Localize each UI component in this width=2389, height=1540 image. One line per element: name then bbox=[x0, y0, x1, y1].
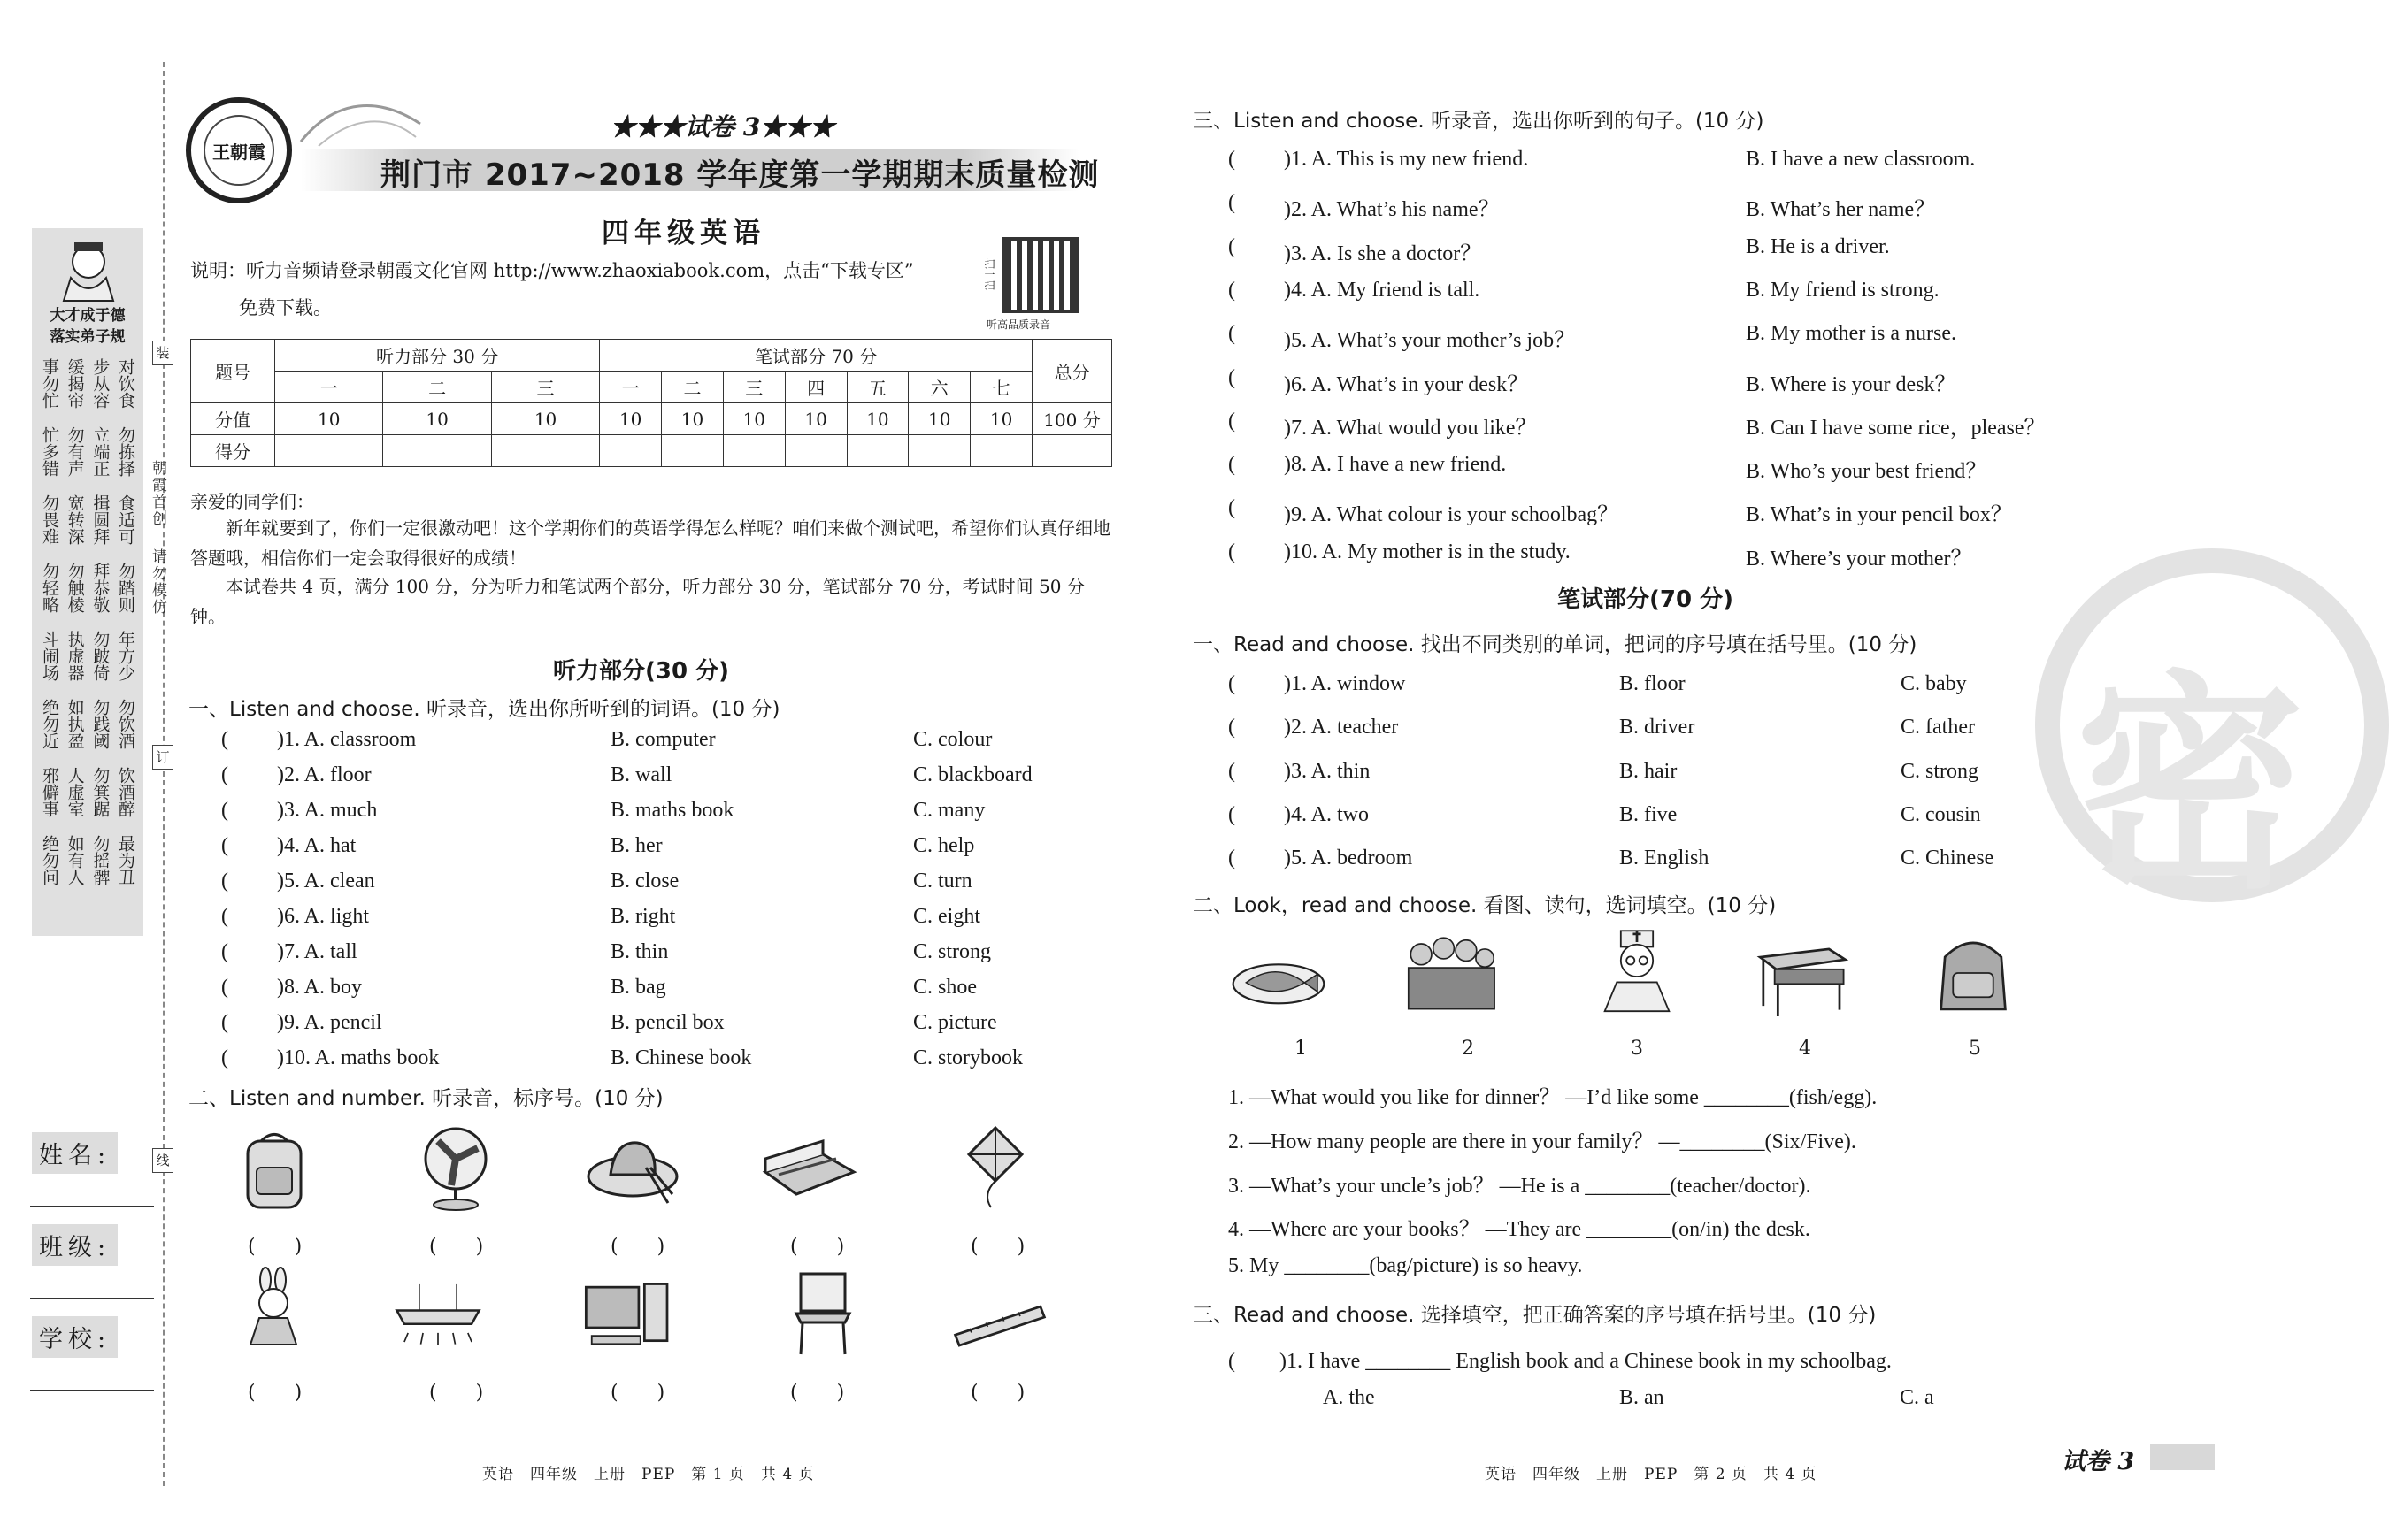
answer-paren[interactable]: ( ) bbox=[971, 1382, 1026, 1404]
answer-paren[interactable]: ( bbox=[1228, 672, 1235, 695]
audio-note: 说明：听力音频请登录朝霞文化官网 http://www.zhaoxiabook.com，点击“下载专区” bbox=[190, 260, 914, 281]
value-cell: 10 bbox=[491, 403, 599, 435]
score-input[interactable] bbox=[662, 435, 724, 467]
doctor-icon bbox=[1588, 924, 1686, 1013]
page-footer-right: 英语 四年级 上册 PEP 第 2 页 共 4 页 bbox=[1485, 1466, 1817, 1483]
score-input[interactable] bbox=[491, 435, 599, 467]
option-b[interactable]: B. maths book bbox=[611, 799, 734, 822]
score-input[interactable] bbox=[1033, 435, 1112, 467]
option-b[interactable]: B. five bbox=[1619, 802, 1678, 826]
option-c[interactable]: C. help bbox=[913, 834, 975, 857]
option-c[interactable]: C. a bbox=[1900, 1386, 1934, 1409]
value-cell: 10 bbox=[383, 403, 491, 435]
qr-label: 听高品质录音 bbox=[987, 318, 1051, 331]
class-input-line[interactable] bbox=[30, 1298, 154, 1299]
answer-paren[interactable]: ( bbox=[221, 870, 228, 893]
answer-paren[interactable]: ( ) bbox=[248, 1382, 303, 1404]
option-a[interactable]: )2. A. floor bbox=[277, 763, 372, 786]
kite-icon bbox=[947, 1123, 1044, 1212]
score-input[interactable] bbox=[600, 435, 662, 467]
section-cell: 二 bbox=[383, 372, 491, 403]
total-header: 总分 bbox=[1033, 340, 1112, 403]
option-c[interactable]: C. eight bbox=[913, 905, 980, 928]
answer-paren[interactable]: ( bbox=[1228, 496, 1235, 520]
answer-paren[interactable]: ( bbox=[221, 976, 228, 999]
score-input[interactable] bbox=[847, 435, 909, 467]
writing-header: 笔试部分 70 分 bbox=[600, 340, 1033, 372]
fill-sentence[interactable]: 5. My ________(bag/picture) is so heavy. bbox=[1228, 1254, 1583, 1277]
choice-question[interactable] bbox=[1228, 540, 1972, 571]
rabbit-icon bbox=[226, 1269, 323, 1358]
picture-number: 4 bbox=[1799, 1038, 1811, 1060]
choice-question[interactable] bbox=[1228, 148, 1976, 172]
choice-question[interactable] bbox=[221, 1011, 997, 1035]
value-cell: 10 bbox=[723, 403, 785, 435]
option-b[interactable]: B. Where’s your mother？ bbox=[1746, 547, 1972, 571]
computer-icon bbox=[580, 1274, 677, 1362]
option-a[interactable]: )5. A. clean bbox=[277, 870, 375, 893]
choice-question[interactable] bbox=[1228, 278, 1940, 303]
option-a[interactable]: )8. A. boy bbox=[277, 976, 362, 999]
option-b[interactable]: B. Can I have some rice，please？ bbox=[1746, 416, 2046, 440]
option-c[interactable]: C. father bbox=[1901, 716, 1975, 739]
score-input[interactable] bbox=[275, 435, 383, 467]
rule-column: 拜恭敬 bbox=[90, 563, 111, 613]
option-b[interactable]: B. an bbox=[1619, 1386, 1664, 1409]
writing-q2-heading: 二、Look，read and choose. 看图、读句，选词填空。(10 分) bbox=[1193, 894, 1777, 917]
choice-question[interactable] bbox=[1228, 234, 1890, 265]
rule-column: 揖圆拜 bbox=[90, 494, 111, 545]
value-label: 分值 bbox=[191, 403, 275, 435]
option-a[interactable]: )3. A. much bbox=[277, 799, 378, 822]
option-b[interactable]: B. computer bbox=[611, 728, 716, 751]
score-input[interactable] bbox=[971, 435, 1033, 467]
option-b[interactable]: B. bag bbox=[611, 976, 666, 999]
section-cell: 三 bbox=[491, 372, 599, 403]
rule-column: 食适可 bbox=[115, 494, 135, 545]
listening-q2-heading: 二、Listen and number. 听录音，标序号。(10 分) bbox=[188, 1087, 664, 1110]
table-head-number: 题号 bbox=[191, 340, 275, 403]
option-a[interactable]: )6. A. light bbox=[277, 905, 370, 928]
publisher-logo bbox=[186, 97, 292, 203]
got-label: 得分 bbox=[191, 435, 275, 467]
subject-title: 四年级英语 bbox=[602, 218, 765, 249]
option-a[interactable]: )4. A. My friend is tall. bbox=[1284, 278, 1480, 302]
option-c[interactable]: C. many bbox=[913, 799, 986, 822]
backpack-icon bbox=[1924, 929, 2022, 1017]
answer-paren[interactable]: ( ) bbox=[429, 1236, 484, 1258]
option-a[interactable]: )4. A. two bbox=[1284, 802, 1369, 826]
option-b[interactable]: B. What’s her name？ bbox=[1746, 198, 1936, 222]
rule-column: 勿畏难 bbox=[40, 494, 59, 545]
rule-column: 年方少 bbox=[115, 631, 135, 681]
answer-paren[interactable]: ( bbox=[1228, 322, 1235, 346]
rule-column: 饮酒醉 bbox=[115, 767, 135, 817]
rule-column: 勿触棱 bbox=[65, 563, 85, 613]
option-a[interactable]: )4. A. hat bbox=[277, 834, 357, 857]
rule-column: 勿践阈 bbox=[90, 699, 111, 749]
option-b[interactable]: B. wall bbox=[611, 763, 672, 786]
writing-title: 笔试部分(70 分) bbox=[1557, 586, 1733, 613]
option-c[interactable]: C. blackboard bbox=[913, 763, 1033, 786]
score-input[interactable] bbox=[723, 435, 785, 467]
answer-paren[interactable]: ( bbox=[221, 1046, 228, 1069]
answer-paren[interactable]: ( bbox=[1228, 409, 1235, 433]
section-cell: 五 bbox=[847, 372, 909, 403]
answer-paren[interactable]: ( bbox=[1228, 716, 1235, 739]
listening-header: 听力部分 30 分 bbox=[275, 340, 600, 372]
answer-paren[interactable]: ( bbox=[221, 905, 228, 928]
option-b[interactable]: B. Where is your desk？ bbox=[1746, 372, 1956, 396]
writing-q3-heading: 三、Read and choose. 选择填空，把正确答案的序号填在括号里。(10 分) bbox=[1193, 1304, 1877, 1327]
option-c[interactable]: C. shoe bbox=[913, 976, 977, 999]
picture-number: 3 bbox=[1631, 1038, 1643, 1060]
option-b[interactable]: B. Chinese book bbox=[611, 1046, 752, 1069]
choice-question[interactable] bbox=[221, 763, 1033, 787]
answer-paren[interactable]: ( bbox=[1228, 365, 1235, 389]
family-icon bbox=[1402, 929, 1500, 1017]
question-text: )1. I have ________ English book and a Chinese book in my schoolbag. bbox=[1279, 1350, 1892, 1373]
corner-paper-tag: 试卷 3 bbox=[2062, 1448, 2135, 1475]
listening-title: 听力部分(30 分) bbox=[553, 658, 729, 685]
option-c[interactable]: C. picture bbox=[913, 1011, 997, 1034]
option-a[interactable]: )3. A. thin bbox=[1284, 759, 1371, 783]
choice-question[interactable] bbox=[1228, 496, 2012, 527]
writing-q1-heading: 一、Read and choose. 找出不同类别的单词，把词的序号填在括号里。(10 分) bbox=[1193, 633, 1917, 656]
picture-number: 1 bbox=[1294, 1038, 1307, 1060]
picture-number: 5 bbox=[1969, 1038, 1981, 1060]
rule-column: 如有人 bbox=[65, 835, 85, 885]
rule-column: 绝勿问 bbox=[40, 835, 59, 885]
chair-icon bbox=[774, 1269, 872, 1358]
greeting: 亲爱的同学们： bbox=[190, 491, 314, 512]
choice-question[interactable] bbox=[1228, 802, 1981, 827]
score-table bbox=[190, 339, 1112, 467]
option-a[interactable]: )3. A. Is she a doctor？ bbox=[1284, 241, 1482, 265]
side-note-no-copy: 请勿模仿 bbox=[149, 548, 166, 616]
qr-code-icon[interactable] bbox=[1002, 237, 1079, 313]
option-a[interactable]: )1. A. window bbox=[1284, 672, 1406, 695]
option-b[interactable]: B. driver bbox=[1619, 716, 1695, 739]
rule-column: 勿摇髀 bbox=[90, 835, 111, 885]
intro-paragraph-2: 本试卷共 4 页，满分 100 分，分为听力和笔试两个部分，听力部分 30 分，笔试部分 70 分，考试时间 50 分钟。 bbox=[190, 576, 1085, 627]
answer-paren[interactable]: ( bbox=[1228, 759, 1235, 783]
option-b[interactable]: B. He is a driver. bbox=[1746, 234, 1890, 258]
picture-number: 2 bbox=[1462, 1038, 1474, 1060]
schoolbag-icon bbox=[226, 1128, 323, 1216]
motto-line-2: 落实弟子规 bbox=[50, 328, 126, 346]
choice-question[interactable] bbox=[221, 870, 972, 893]
light-icon bbox=[389, 1274, 487, 1362]
school-label: 学校: bbox=[32, 1316, 118, 1358]
name-input-line[interactable] bbox=[30, 1206, 154, 1207]
rule-column: 人虚室 bbox=[65, 767, 85, 817]
rule-column: 最为丑 bbox=[115, 835, 135, 885]
option-a[interactable]: )5. A. What’s your mother’s job？ bbox=[1284, 329, 1576, 353]
rule-column: 勿饮酒 bbox=[115, 699, 135, 749]
rules-group bbox=[39, 563, 136, 613]
rules-group bbox=[39, 699, 136, 749]
rule-column: 勿拣择 bbox=[115, 426, 135, 477]
option-a[interactable]: )9. A. What colour is your schoolbag？ bbox=[1284, 503, 1619, 527]
ribbon-icon bbox=[301, 88, 425, 150]
fish-dish-icon bbox=[1230, 933, 1327, 1022]
option-b[interactable]: B. I have a new classroom. bbox=[1746, 148, 1976, 171]
rule-column: 执虚器 bbox=[65, 631, 85, 681]
rule-column: 缓揭帘 bbox=[65, 358, 85, 409]
answer-paren[interactable]: ( bbox=[221, 763, 228, 786]
option-c[interactable]: C. storybook bbox=[913, 1046, 1024, 1069]
total-value: 100 分 bbox=[1033, 403, 1112, 435]
qr-side-label: 扫一扫 bbox=[983, 258, 995, 290]
fan-icon bbox=[407, 1123, 504, 1212]
answer-paren[interactable]: ( bbox=[1228, 278, 1235, 302]
answer-paren[interactable]: ( bbox=[221, 940, 228, 963]
option-c[interactable]: C. baby bbox=[1901, 672, 1967, 695]
option-b[interactable]: B. thin bbox=[611, 940, 669, 963]
corner-bar bbox=[2150, 1444, 2215, 1470]
rule-column: 勿轻略 bbox=[40, 563, 59, 613]
answer-paren[interactable]: ( bbox=[221, 1011, 228, 1034]
answer-paren[interactable]: ( ) bbox=[611, 1382, 665, 1404]
option-b[interactable]: B. English bbox=[1619, 847, 1709, 870]
option-b[interactable]: B. right bbox=[611, 905, 676, 928]
rule-column: 立端正 bbox=[90, 426, 111, 477]
rule-column: 勿有声 bbox=[65, 426, 85, 477]
answer-paren[interactable]: ( bbox=[1228, 802, 1235, 826]
pencil-box-icon bbox=[761, 1123, 858, 1212]
option-b[interactable]: B. her bbox=[611, 834, 663, 857]
option-a[interactable]: )9. A. pencil bbox=[277, 1011, 382, 1034]
choice-question[interactable] bbox=[1228, 453, 1987, 484]
choice-question[interactable] bbox=[1228, 847, 1994, 870]
score-input[interactable] bbox=[785, 435, 847, 467]
section-cell: 一 bbox=[600, 372, 662, 403]
value-cell: 10 bbox=[662, 403, 724, 435]
class-label: 班级: bbox=[32, 1224, 118, 1266]
fill-sentence[interactable]: 1. —What would you like for dinner？ —I’d like some ________(fish/egg). bbox=[1228, 1086, 1878, 1109]
answer-paren[interactable]: ( ) bbox=[429, 1382, 484, 1404]
rule-column: 绝勿近 bbox=[40, 699, 59, 749]
option-b[interactable]: B. pencil box bbox=[611, 1011, 725, 1034]
binding-box-ding: 订 bbox=[152, 745, 173, 770]
paper-tag: ★★★试卷 3★★★ bbox=[611, 112, 835, 142]
choice-question[interactable] bbox=[221, 728, 993, 752]
rules-group bbox=[39, 494, 136, 545]
answer-paren[interactable]: ( bbox=[221, 834, 228, 857]
option-c[interactable]: C. strong bbox=[913, 940, 992, 963]
boy-illustration-icon bbox=[44, 237, 133, 303]
fill-sentence[interactable]: 4. —Where are your books？ —They are ________(on/in) the desk. bbox=[1228, 1218, 1810, 1241]
answer-paren[interactable]: ( ) bbox=[790, 1236, 845, 1258]
choice-question[interactable] bbox=[1228, 409, 2046, 440]
section-cell: 一 bbox=[275, 372, 383, 403]
binding-box-zhuang: 装 bbox=[152, 341, 173, 365]
rules-group bbox=[39, 767, 136, 817]
answer-paren[interactable]: ( bbox=[1228, 540, 1235, 563]
rule-column: 步从容 bbox=[90, 358, 111, 409]
answer-paren[interactable]: ( ) bbox=[248, 1236, 303, 1258]
section-cell: 四 bbox=[785, 372, 847, 403]
score-input[interactable] bbox=[383, 435, 491, 467]
option-a[interactable]: )7. A. tall bbox=[277, 940, 357, 963]
answer-paren[interactable]: ( ) bbox=[790, 1382, 845, 1404]
answer-paren[interactable]: ( bbox=[1228, 148, 1235, 171]
rule-column: 勿箕踞 bbox=[90, 767, 111, 817]
answer-paren[interactable]: ( bbox=[1228, 1350, 1278, 1373]
exam-title: 荆门市 2017~2018 学年度第一学期期末质量检测 bbox=[380, 157, 1100, 193]
answer-paren[interactable]: ( bbox=[1228, 234, 1235, 258]
option-b[interactable]: B. Who’s your best friend？ bbox=[1746, 460, 1987, 484]
fill-sentence[interactable]: 2. —How many people are there in your family？ —________(Six/Five). bbox=[1228, 1130, 1856, 1153]
option-c[interactable]: C. cousin bbox=[1901, 802, 1981, 826]
value-cell: 10 bbox=[971, 403, 1033, 435]
rule-column: 勿跛倚 bbox=[90, 631, 111, 681]
choice-question[interactable] bbox=[1228, 672, 1967, 696]
option-a[interactable]: )2. A. What’s his name？ bbox=[1284, 198, 1500, 222]
rules-columns bbox=[39, 358, 136, 903]
rule-column: 勿踏则 bbox=[115, 563, 135, 613]
rule-column: 忙多错 bbox=[40, 426, 59, 477]
value-cell: 10 bbox=[909, 403, 971, 435]
answer-paren[interactable]: ( bbox=[1228, 453, 1235, 477]
option-a[interactable]: )5. A. bedroom bbox=[1284, 847, 1413, 870]
option-c[interactable]: C. strong bbox=[1901, 759, 1979, 783]
hat-icon bbox=[584, 1123, 681, 1212]
answer-paren[interactable]: ( bbox=[221, 799, 228, 822]
choice-question[interactable] bbox=[221, 1046, 1024, 1070]
option-a[interactable]: )1. A. classroom bbox=[277, 728, 417, 751]
desk-icon bbox=[1752, 933, 1849, 1022]
choice-question[interactable] bbox=[1228, 191, 1936, 222]
option-a[interactable]: )2. A. teacher bbox=[1284, 716, 1399, 739]
listening-q1-heading: 一、Listen and choose. 听录音，选出你所听到的词语。(10 分) bbox=[188, 698, 780, 721]
choice-question[interactable] bbox=[1228, 1343, 1892, 1374]
choice-question[interactable] bbox=[1228, 322, 1956, 353]
option-a[interactable]: )7. A. What would you like？ bbox=[1284, 416, 1537, 440]
choice-question[interactable] bbox=[221, 940, 992, 964]
page-footer-left: 英语 四年级 上册 PEP 第 1 页 共 4 页 bbox=[482, 1466, 815, 1483]
section-cell: 六 bbox=[909, 372, 971, 403]
option-b[interactable]: B. My friend is strong. bbox=[1746, 278, 1940, 302]
answer-paren[interactable]: ( bbox=[1228, 847, 1235, 870]
choice-question[interactable] bbox=[221, 834, 975, 858]
rules-group bbox=[39, 835, 136, 885]
answer-paren[interactable]: ( bbox=[1228, 191, 1235, 215]
motto-line-1: 大才成于德 bbox=[50, 307, 126, 325]
rule-column: 宽转深 bbox=[65, 494, 85, 545]
answer-paren[interactable]: ( ) bbox=[611, 1236, 665, 1258]
option-b[interactable]: B. hair bbox=[1619, 759, 1678, 783]
answer-paren[interactable]: ( ) bbox=[971, 1236, 1026, 1258]
choice-question[interactable] bbox=[221, 799, 986, 823]
rule-column: 邪僻事 bbox=[40, 767, 59, 817]
option-a[interactable]: )10. A. maths book bbox=[277, 1046, 440, 1069]
intro-paragraph-1: 新年就要到了，你们一定很激动吧！这个学期你们的英语学得怎么样呢？咱们来做个测试吧，希望你们认真仔细地答题哦，相信你们一定会取得很好的成绩！ bbox=[190, 517, 1110, 569]
rules-group bbox=[39, 426, 136, 477]
choice-question[interactable] bbox=[1228, 716, 1975, 739]
rule-column: 事勿忙 bbox=[40, 358, 59, 409]
rule-column: 如执盈 bbox=[65, 699, 85, 749]
option-b[interactable]: B. What’s in your pencil box？ bbox=[1746, 503, 2012, 527]
value-cell: 10 bbox=[847, 403, 909, 435]
option-b[interactable]: B. close bbox=[611, 870, 680, 893]
option-c[interactable]: C. Chinese bbox=[1901, 847, 1994, 870]
rule-column: 斗闹场 bbox=[40, 631, 59, 681]
option-a[interactable]: )6. A. What’s in your desk？ bbox=[1284, 372, 1529, 396]
choice-question[interactable] bbox=[1228, 759, 1979, 784]
choice-question[interactable] bbox=[221, 976, 977, 1000]
ruler-icon bbox=[951, 1283, 1049, 1371]
option-c[interactable]: C. colour bbox=[913, 728, 993, 751]
choice-question[interactable] bbox=[1228, 365, 1956, 396]
logo-text: 王朝霞 bbox=[204, 115, 274, 186]
score-input[interactable] bbox=[909, 435, 971, 467]
option-b[interactable]: B. My mother is a nurse. bbox=[1746, 322, 1956, 346]
audio-note-2: 免费下载。 bbox=[239, 297, 332, 318]
name-label: 姓名: bbox=[32, 1132, 118, 1174]
option-a[interactable]: A. the bbox=[1323, 1386, 1375, 1409]
rules-group bbox=[39, 631, 136, 681]
option-a[interactable]: )1. A. This is my new friend. bbox=[1284, 148, 1529, 171]
choice-question[interactable] bbox=[221, 905, 980, 929]
option-a[interactable]: )8. A. I have a new friend. bbox=[1284, 453, 1507, 477]
fill-sentence[interactable]: 3. —What’s your uncle’s job？ —He is a ________(teacher/doctor). bbox=[1228, 1175, 1811, 1198]
section-cell: 二 bbox=[662, 372, 724, 403]
value-cell: 10 bbox=[275, 403, 383, 435]
binding-box-xian: 线 bbox=[152, 1148, 173, 1173]
cut-line bbox=[163, 62, 165, 1486]
binding-motto bbox=[35, 305, 140, 348]
school-input-line[interactable] bbox=[30, 1390, 154, 1391]
value-cell: 10 bbox=[785, 403, 847, 435]
seal-character: 密 bbox=[2075, 653, 2305, 920]
answer-paren[interactable]: ( bbox=[221, 728, 228, 751]
listening-q3-heading: 三、Listen and choose. 听录音，选出你听到的句子。(10 分) bbox=[1193, 110, 1764, 133]
option-b[interactable]: B. floor bbox=[1619, 672, 1686, 695]
rules-group bbox=[39, 358, 136, 409]
section-cell: 三 bbox=[723, 372, 785, 403]
side-note-original: 朝霞首创 bbox=[149, 460, 166, 527]
value-cell: 10 bbox=[600, 403, 662, 435]
option-c[interactable]: C. turn bbox=[913, 870, 972, 893]
section-cell: 七 bbox=[971, 372, 1033, 403]
rule-column: 对饮食 bbox=[115, 358, 135, 409]
option-a[interactable]: )10. A. My mother is in the study. bbox=[1284, 540, 1571, 563]
